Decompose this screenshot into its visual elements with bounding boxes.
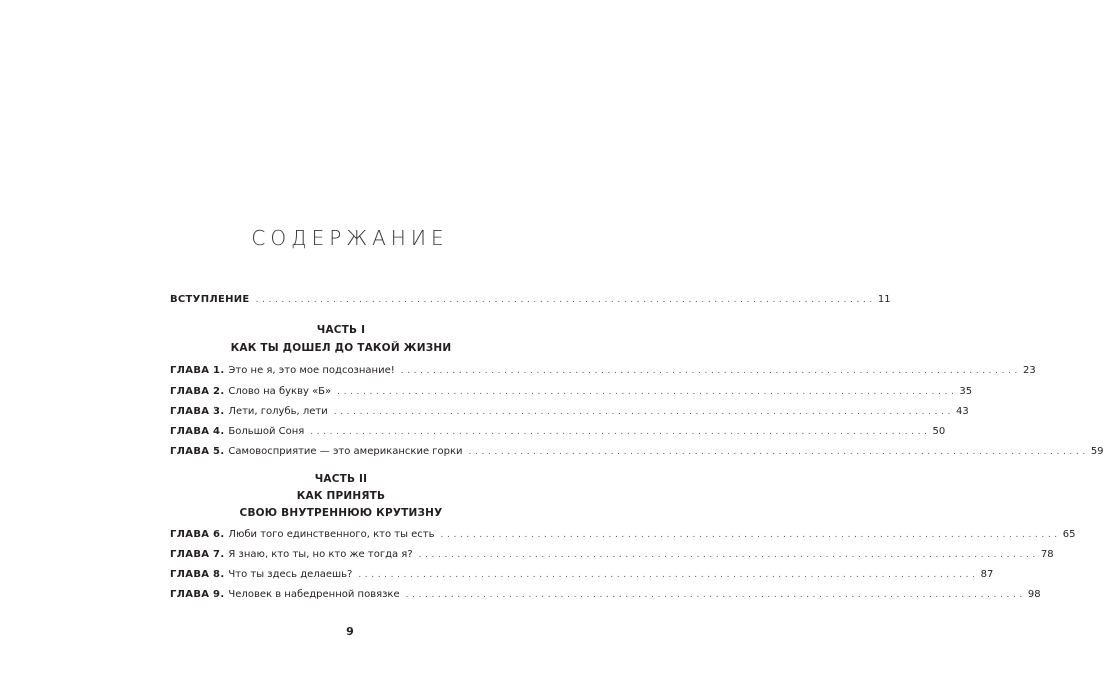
entry-label: ГЛАВА 7. [170,549,225,560]
dot-leader: ................................................................................................ [358,570,979,580]
entry-page: 23 [1023,365,1036,376]
dot-leader: ................................................................................................ [418,550,1039,560]
entry-page: 43 [956,406,969,417]
entry-page: 87 [980,569,994,580]
toc-entry-intro [170,294,891,310]
entry-page: 35 [959,386,973,397]
entry-title: Человек в набедренной повязке [228,589,400,600]
toc-entry-chapter [170,406,969,422]
entry-label: ГЛАВА 4. [170,426,225,437]
dot-leader: ................................................................................................ [310,427,931,437]
part-subtitle: КАК ПРИНЯТЬ [296,490,386,502]
entry-label: ГЛАВА 2. [170,386,225,397]
entry-label: ГЛАВА 9. [170,589,225,600]
entry-page: 65 [1062,529,1076,540]
toc-entry-chapter [170,386,973,402]
entry-label: ГЛАВА 5. [170,446,225,457]
toc-title: СОДЕРЖАНИЕ [251,226,449,250]
entry-label: ГЛАВА 6. [170,529,225,540]
part-heading: ЧАСТЬ II [314,473,368,485]
toc-entry-chapter [170,446,1104,462]
toc-entry-chapter [170,569,994,585]
dot-leader: ................................................................................................ [255,295,876,305]
entry-label: ГЛАВА 1. [170,365,225,376]
dot-leader: ................................................................................................ [337,387,958,397]
entry-page: 78 [1040,549,1054,560]
entry-label: ВСТУПЛЕНИЕ [170,294,250,305]
toc-entry-chapter [170,589,1041,605]
toc-entry-chapter [170,426,946,442]
entry-title: Что ты здесь делаешь? [228,569,353,580]
entry-page: 98 [1027,589,1041,600]
entry-title: Слово на букву «Б» [228,386,332,397]
part-subtitle: СВОЮ ВНУТРЕННЮЮ КРУТИЗНУ [239,507,443,519]
entry-page: 50 [932,426,946,437]
entry-title: Самовосприятие — это американские горки [228,446,463,457]
dot-leader: ................................................................................................ [400,366,1021,376]
entry-title: Лети, голубь, лети [228,406,328,417]
dot-leader: ................................................................................................ [468,447,1089,457]
entry-title: Это не я, это мое подсознание! [228,365,395,376]
entry-title: Большой Соня [228,426,305,437]
dot-leader: ................................................................................................ [333,407,954,417]
part-heading: ЧАСТЬ I [316,324,366,336]
dot-leader: ................................................................................................ [405,590,1026,600]
entry-label: ГЛАВА 3. [170,406,225,417]
entry-page: 59 [1090,446,1104,457]
toc-entry-chapter [170,549,1054,565]
part-subtitle: КАК ТЫ ДОШЕЛ ДО ТАКОЙ ЖИЗНИ [230,342,452,354]
dot-leader: ................................................................................................ [440,530,1061,540]
toc-entry-chapter [170,365,1036,381]
toc-entry-chapter [170,529,1076,545]
entry-title: Я знаю, кто ты, но кто же тогда я? [228,549,413,560]
entry-label: ГЛАВА 8. [170,569,225,580]
entry-page: 11 [877,294,891,305]
entry-title: Люби того единственного, кто ты есть [228,529,435,540]
page-number: 9 [346,625,354,638]
